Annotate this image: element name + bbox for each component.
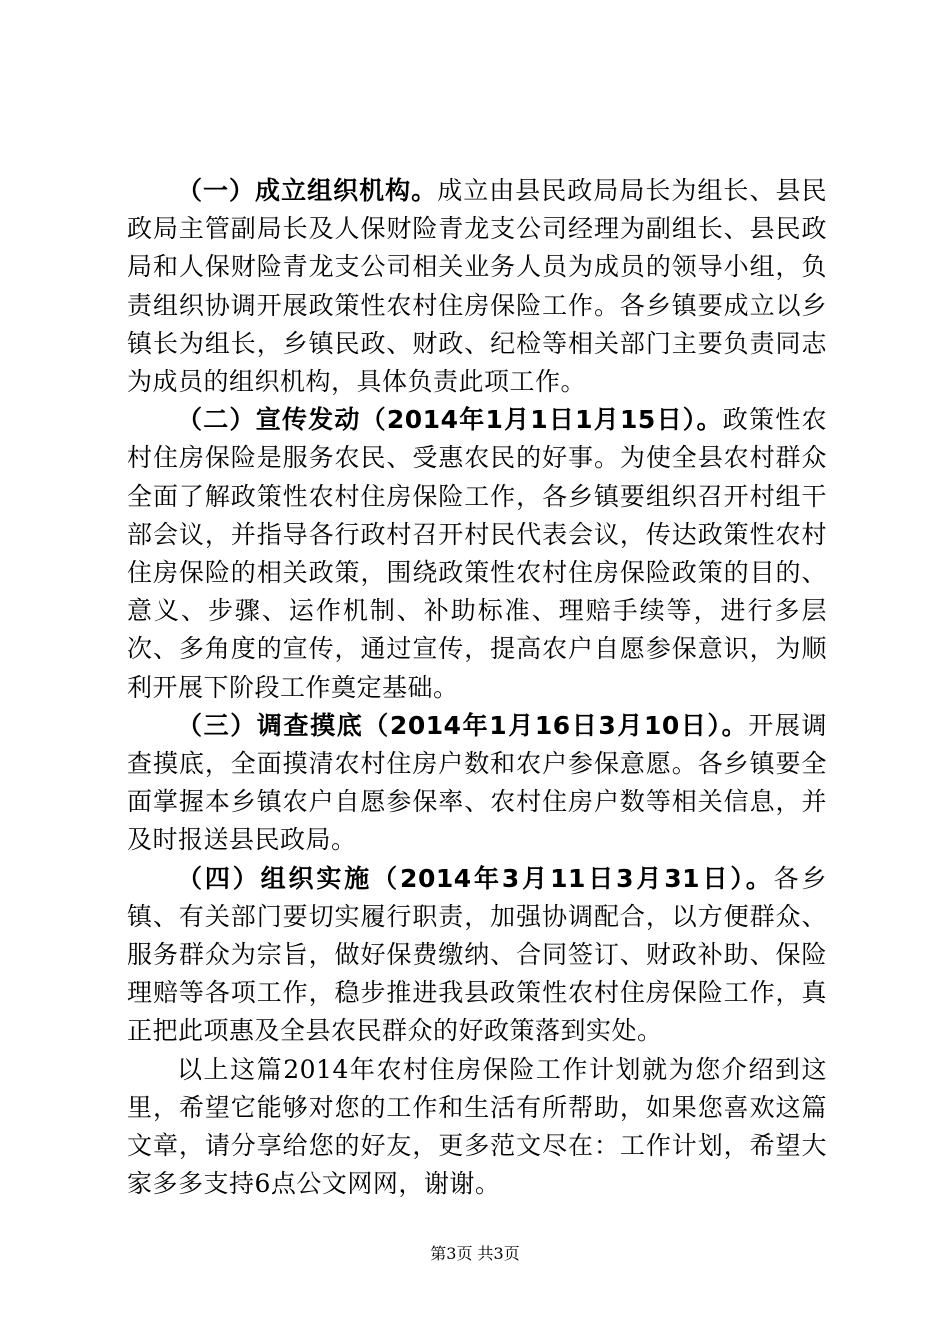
document-body <box>127 172 827 1203</box>
section-text: 各乡镇、有关部门要切实履行职责，加强协调配合，以方便群众、服务群众为宗旨，做好保费缴纳、合同签订、财政补助、保险理赔等各项工作，稳步推进我县政策性农村住房保险工作，真正把此项惠及全县农民群众的好政策落到实处。 <box>127 863 827 1046</box>
page-footer: 第3页 共3页 <box>430 1244 520 1263</box>
section-text: 成立由县民政局局长为组长、县民政局主管副局长及人保财险青龙支公司经理为副组长、县民政局和人保财险青龙支公司相关业务人员为成员的领导小组，负责组织协调开展政策性农村住房保险工作。各乡镇要成立以乡镇长为组长，乡镇民政、财政、纪检等相关部门主要负责同志为成员的组织机构，具体负责此项工作。 <box>127 176 827 397</box>
paragraph-survey <box>127 707 827 860</box>
paragraph-implementation <box>127 860 827 1051</box>
paragraph-closing <box>127 1051 827 1204</box>
section-heading: （四）组织实施（2014年3月11日3月31日）。 <box>177 863 774 893</box>
section-heading: （一）成立组织机构。 <box>177 176 438 205</box>
paragraph-organization <box>127 172 827 401</box>
section-text: 开展调查摸底，全面摸清农村住房户数和农户参保意愿。各乡镇要全面掌握本乡镇农户自愿参保率、农村住房户数等相关信息，并及时报送县民政局。 <box>127 710 827 855</box>
section-heading: （二）宣传发动（2014年1月1日1月15日）。 <box>177 405 723 435</box>
closing-text: 以上这篇2014年农村住房保险工作计划就为您介绍到这里，希望它能够对您的工作和生活有所帮助，如果您喜欢这篇文章，请分享给您的好友，更多范文尽在：工作计划，希望大家多多支持6点公文网网，谢谢。 <box>127 1054 827 1199</box>
section-text: 政策性农村住房保险是服务农民、受惠农民的好事。为使全县农村群众全面了解政策性农村住房保险工作，各乡镇要组织召开村组干部会议，并指导各行政村召开村民代表会议，传达政策性农村住房保险的相关政策，围绕政策性农村住房保险政策的目的、意义、步骤、运作机制、补助标准、理赔手续等，进行多层次、多角度的宣传，通过宣传，提高农户自愿参保意识，为顺利开展下阶段工作奠定基础。 <box>127 405 827 702</box>
section-heading: （三）调查摸底（2014年1月16日3月10日）。 <box>177 710 749 740</box>
paragraph-publicity <box>127 401 827 707</box>
